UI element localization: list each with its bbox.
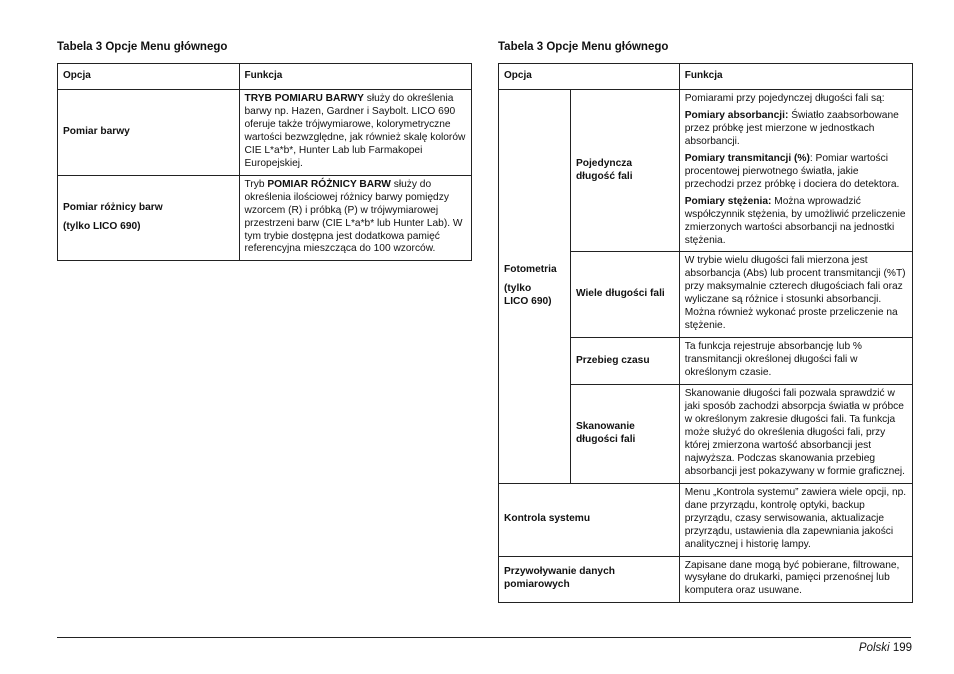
function-description: Menu „Kontrola systemu” zawiera wiele opcji, np. dane przyrządu, kontrolę optyki, backup przyrządu, czasy serwisowania, aktualizacje przyrządu, ustawienia dla zapewniania jakości analitycznej i historię lampy.	[679, 483, 912, 556]
suboption-label: Skanowanie	[575, 420, 635, 432]
description-paragraph	[685, 153, 907, 192]
term: Pomiary stężenia:	[684, 195, 772, 207]
table-row	[499, 90, 913, 252]
suboption-time-course: Przebieg czasu	[570, 338, 679, 385]
function-description: Skanowanie długości fali pozwala sprawdzić w jaki sposób zachodzi absorpcja światła w próbce w określonym zakresie długości fali. Ta funkcja może służyć do określenia długości fali, przy której zmierzona wartość absorbancji jest najwyższa. Podczas skanowania przebieg absorbancji jest pokazywany w formie graficznej.	[679, 385, 912, 484]
left-menu-table	[57, 63, 472, 261]
mode-name: TRYB POMIARU BARWY	[244, 93, 364, 104]
column-header-option: Opcja	[499, 64, 680, 90]
function-description	[239, 90, 471, 176]
description-text: : Pomiar wartości procentowej pierwotnego światła, jakie przechodzi przez próbkę i dociera do detektora.	[684, 152, 900, 190]
page-number: 199	[892, 642, 912, 654]
term: Pomiary transmitancji (%)	[684, 152, 810, 164]
description-intro: Pomiarami przy pojedynczej długości fali są:	[684, 93, 885, 104]
option-color-difference	[58, 175, 240, 261]
function-description: Zapisane dane mogą być pobierane, filtrowane, wysyłane do drukarki, pamięci przenośnej lub komputera oraz usuwane.	[679, 556, 912, 603]
page-footer	[859, 642, 912, 654]
suboption-multi-wavelength: Wiele długości fali	[570, 252, 679, 338]
column-header-function: Funkcja	[239, 64, 471, 90]
option-color-measurement: Pomiar barwy	[58, 90, 240, 176]
option-note: (tylko	[504, 282, 532, 294]
right-table-caption: Tabela 3 Opcje Menu głównego	[498, 41, 669, 53]
table-header-row	[58, 64, 472, 90]
description-paragraph	[685, 196, 907, 248]
column-header-function: Funkcja	[679, 64, 912, 90]
option-note: LICO 690)	[504, 295, 552, 307]
suboption-wavelength-scan	[570, 385, 679, 484]
table-header-row	[499, 64, 913, 90]
option-label: Fotometria	[504, 263, 557, 275]
description-text: służy do określenia ilościowej różnicy barwy pomiędzy wzorcem (R) i próbką (P) w trójwymiarowej przestrzeni barw (CIE L*a*b* lub Hunter Lab). W tym trybie dostępna jest dodatkowa pamięć referencyjna mieszcząca do 100 wzorców.	[244, 178, 463, 255]
function-description: W trybie wielu długości fali mierzona jest absorbancja (Abs) lub procent transmitancji (%T) przy maksymalnie czterech długościach fali oraz wyliczane są różnice i stosunki absorbancji. Można również wykonać proste przeliczenie na stężenie.	[679, 252, 912, 338]
description-text: służy do określenia barwy np. Hazen, Gardner i Saybolt. LICO 690 oferuje także trójwymiarowe, kolorymetryczne wartości bezwzględne, jak również skalę kolorów CIE L*a*b*, Hunter Lab lub Farmakopei Europejskiej.	[244, 93, 466, 169]
left-table-caption: Tabela 3 Opcje Menu głównego	[57, 41, 228, 53]
option-label: Przywoływanie danych	[504, 566, 615, 578]
function-description	[239, 175, 471, 261]
suboption-single-wavelength	[570, 90, 679, 252]
description-paragraph	[685, 110, 907, 149]
suboption-label: długość fali	[575, 170, 633, 182]
mode-name: POMIAR RÓŻNICY BARW	[267, 178, 391, 190]
term: Pomiary absorbancji:	[684, 109, 789, 121]
table-row	[58, 90, 472, 176]
option-system-control: Kontrola systemu	[499, 483, 680, 556]
option-note: (tylko LICO 690)	[63, 221, 141, 233]
function-description	[679, 90, 912, 252]
suboption-label: Pojedyncza	[575, 157, 633, 169]
suboption-label: długości fali	[575, 433, 636, 445]
option-label: pomiarowych	[504, 579, 570, 591]
description-text: Światło zaabsorbowane przez próbkę jest mierzone w jednostkach absorbancji.	[684, 109, 899, 147]
description-prefix: Tryb	[244, 178, 268, 190]
function-description: Ta funkcja rejestruje absorbancję lub % transmitancji określonej długości fali w określonym czasie.	[679, 338, 912, 385]
table-row	[58, 175, 472, 261]
right-menu-table	[498, 63, 913, 603]
option-data-recall	[499, 556, 680, 603]
table-row	[499, 483, 913, 556]
footer-language: Polski	[858, 642, 890, 654]
description-text: Można wprowadzić współczynnik stężenia, by umożliwić przeliczenie zmierzonych wartości absorbancji na jednostki stężenia.	[684, 195, 906, 246]
footer-rule	[57, 637, 911, 638]
option-label: Pomiar różnicy barw	[63, 202, 163, 214]
table-row	[499, 556, 913, 603]
option-photometry	[499, 90, 571, 484]
column-header-option: Opcja	[58, 64, 240, 90]
